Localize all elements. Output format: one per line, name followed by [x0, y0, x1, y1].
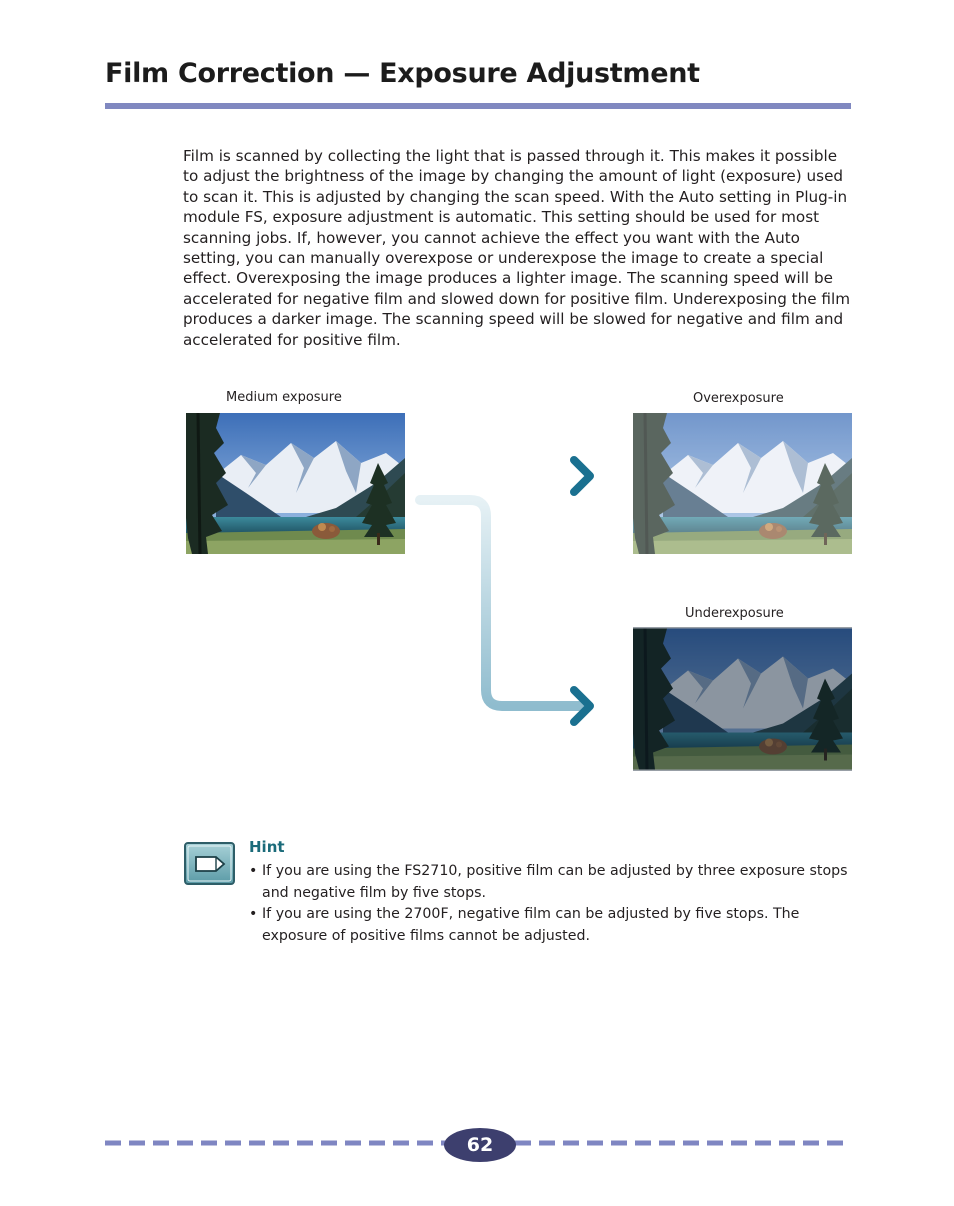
hint-item: • If you are using the 2700F, negative film can be adjusted by five stops. The exposure of positive films cannot be adjusted. — [249, 906, 800, 944]
hint-item: • If you are using the FS2710, positive film can be adjusted by three exposure stops and negative film by five stops. — [249, 863, 848, 901]
hint-list — [249, 861, 849, 947]
page-number: 62 — [466, 1134, 494, 1156]
overexposure-photo — [633, 413, 852, 554]
underexposure-caption: Underexposure — [685, 606, 784, 621]
medium-exposure-photo — [186, 413, 405, 554]
body-paragraph: Film is scanned by collecting the light that is passed through it. This makes it possible to adjust the brightness of the image by changing the amount of light (exposure) used to scan it. This is adjusted by changing the scan speed. With the Auto setting in Plug-in module FS, exposure adjustment is automatic. This setting should be used for most scanning jobs. If, however, you cannot achieve the effect you want with the Auto setting, you can manually overexpose or underexpose the image to create a special effect. Overexposing the image produces a lighter image. The scanning speed will be accelerated for negative film and slowed down for positive film. Underexposing the film produces a darker image. The scanning speed will be slowed for negative and film and accelerated for positive film. — [183, 147, 851, 349]
exposure-arrows — [410, 450, 600, 730]
hint-item-text: If you are using the FS2710, positive film can be adjusted by three exposure stops and negative film by five stops. — [262, 863, 848, 901]
page-title: Film Correction — Exposure Adjustment — [105, 58, 700, 89]
underexposure-arrow-stem — [420, 500, 582, 706]
medium-exposure-caption: Medium exposure — [226, 390, 342, 405]
hint-item-text: If you are using the 2700F, negative film can be adjusted by five stops. The exposure of positive films cannot be adjusted. — [262, 906, 800, 944]
hint-title: Hint — [249, 838, 285, 856]
overexposure-caption: Overexposure — [693, 391, 784, 406]
pencil-note-icon — [184, 842, 236, 886]
title-rule — [105, 103, 851, 109]
underexposure-photo — [633, 627, 852, 771]
